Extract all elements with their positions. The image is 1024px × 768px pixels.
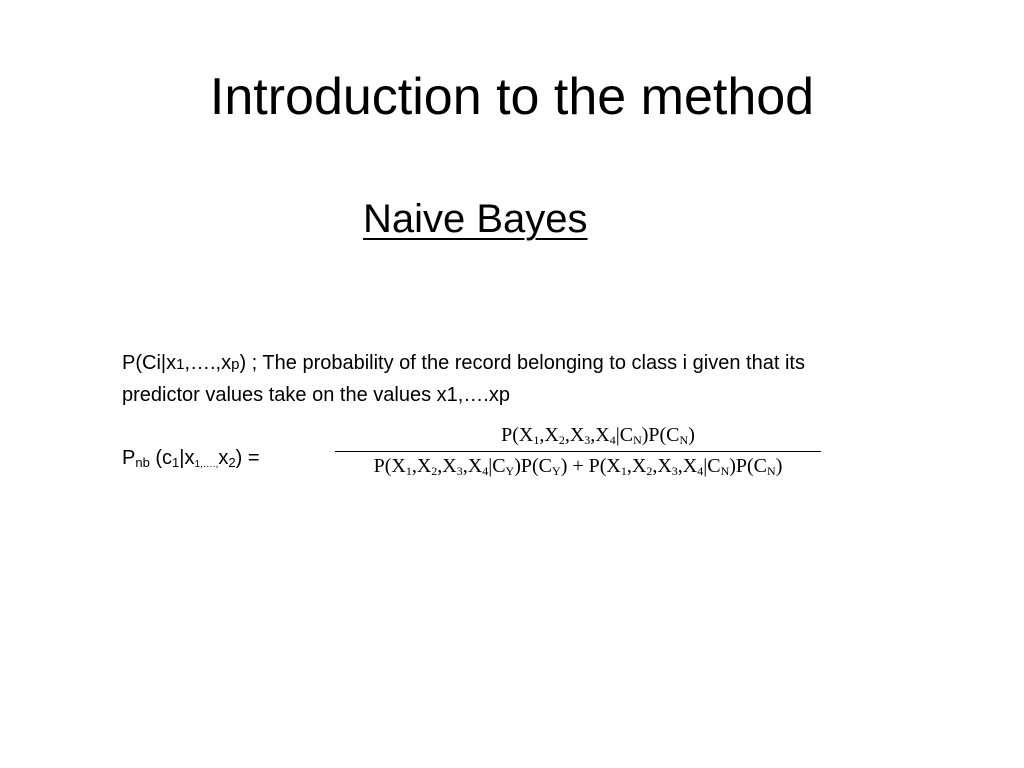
definition-text	[122, 348, 882, 410]
formula-part: Y	[552, 464, 561, 478]
formula-part: ,X	[462, 455, 483, 477]
pnb-x2-sub: 2	[228, 455, 236, 470]
formula-part: 3	[584, 433, 591, 447]
formula-part: N	[679, 433, 689, 447]
formula-part: ,X	[590, 424, 610, 446]
slide-title: Introduction to the method	[209, 68, 815, 126]
formula-part: 1	[533, 433, 540, 447]
pnb-p: P	[122, 447, 136, 469]
formula-part: ,X	[411, 455, 432, 477]
formula-part: )	[688, 424, 695, 446]
pnb-x-sub: 1,….,	[194, 459, 219, 470]
formula-part: 2	[558, 433, 565, 447]
formula-part: ,X	[564, 424, 585, 446]
formula-part: 3	[456, 464, 463, 478]
formula-part: 4	[609, 433, 616, 447]
formula-part: ,X	[677, 455, 698, 477]
formula-part: ) + P(X	[560, 455, 621, 477]
formula-part: 4	[697, 464, 704, 478]
pnb-close: ) =	[235, 447, 260, 469]
pnb-x: x	[218, 447, 229, 469]
formula-denominator	[335, 452, 821, 485]
formula-part: 4	[482, 464, 489, 478]
pnb-bar-x: |x	[179, 447, 195, 469]
formula-part: )P(C	[514, 455, 553, 477]
def-prefix: P(Ci|x	[122, 352, 177, 374]
def-rest: ) ; The probability of the record belonging to class i given that its predictor values take on the values x1,….xp	[122, 352, 805, 406]
formula-part: P(X	[501, 424, 534, 446]
formula-part: N	[767, 464, 776, 478]
formula-part: |C	[703, 455, 721, 477]
formula-part: 3	[671, 464, 678, 478]
pnb-label	[122, 444, 260, 479]
slide-subtitle: Naive Bayes	[363, 197, 588, 241]
formula-part: ,X	[539, 424, 559, 446]
formula-part: ,X	[652, 455, 672, 477]
pnb-nb: nb	[135, 455, 150, 470]
def-sub-p: p	[231, 356, 240, 373]
formula-part: 2	[646, 464, 653, 478]
formula-part: ,X	[437, 455, 457, 477]
formula-part: P(X	[373, 455, 406, 477]
formula-part: |C	[488, 455, 506, 477]
formula-part: )P(C	[641, 424, 680, 446]
formula-part: )	[775, 455, 783, 477]
formula-part: )P(C	[729, 455, 768, 477]
formula-part: Y	[505, 464, 515, 478]
formula-part: N	[720, 464, 730, 478]
def-dots: ,….,x	[184, 352, 232, 374]
formula-numerator	[335, 422, 821, 453]
def-sub-one: 1	[176, 356, 185, 373]
formula-part: N	[633, 433, 642, 447]
bayes-formula	[335, 418, 821, 484]
formula-part: |C	[615, 424, 634, 446]
pnb-open: (c	[149, 447, 173, 469]
formula-part: 1	[620, 464, 627, 478]
formula-part: 2	[431, 464, 438, 478]
pnb-c-sub: 1	[172, 455, 180, 470]
formula-part: ,X	[626, 455, 647, 477]
formula-part: 1	[405, 464, 412, 478]
